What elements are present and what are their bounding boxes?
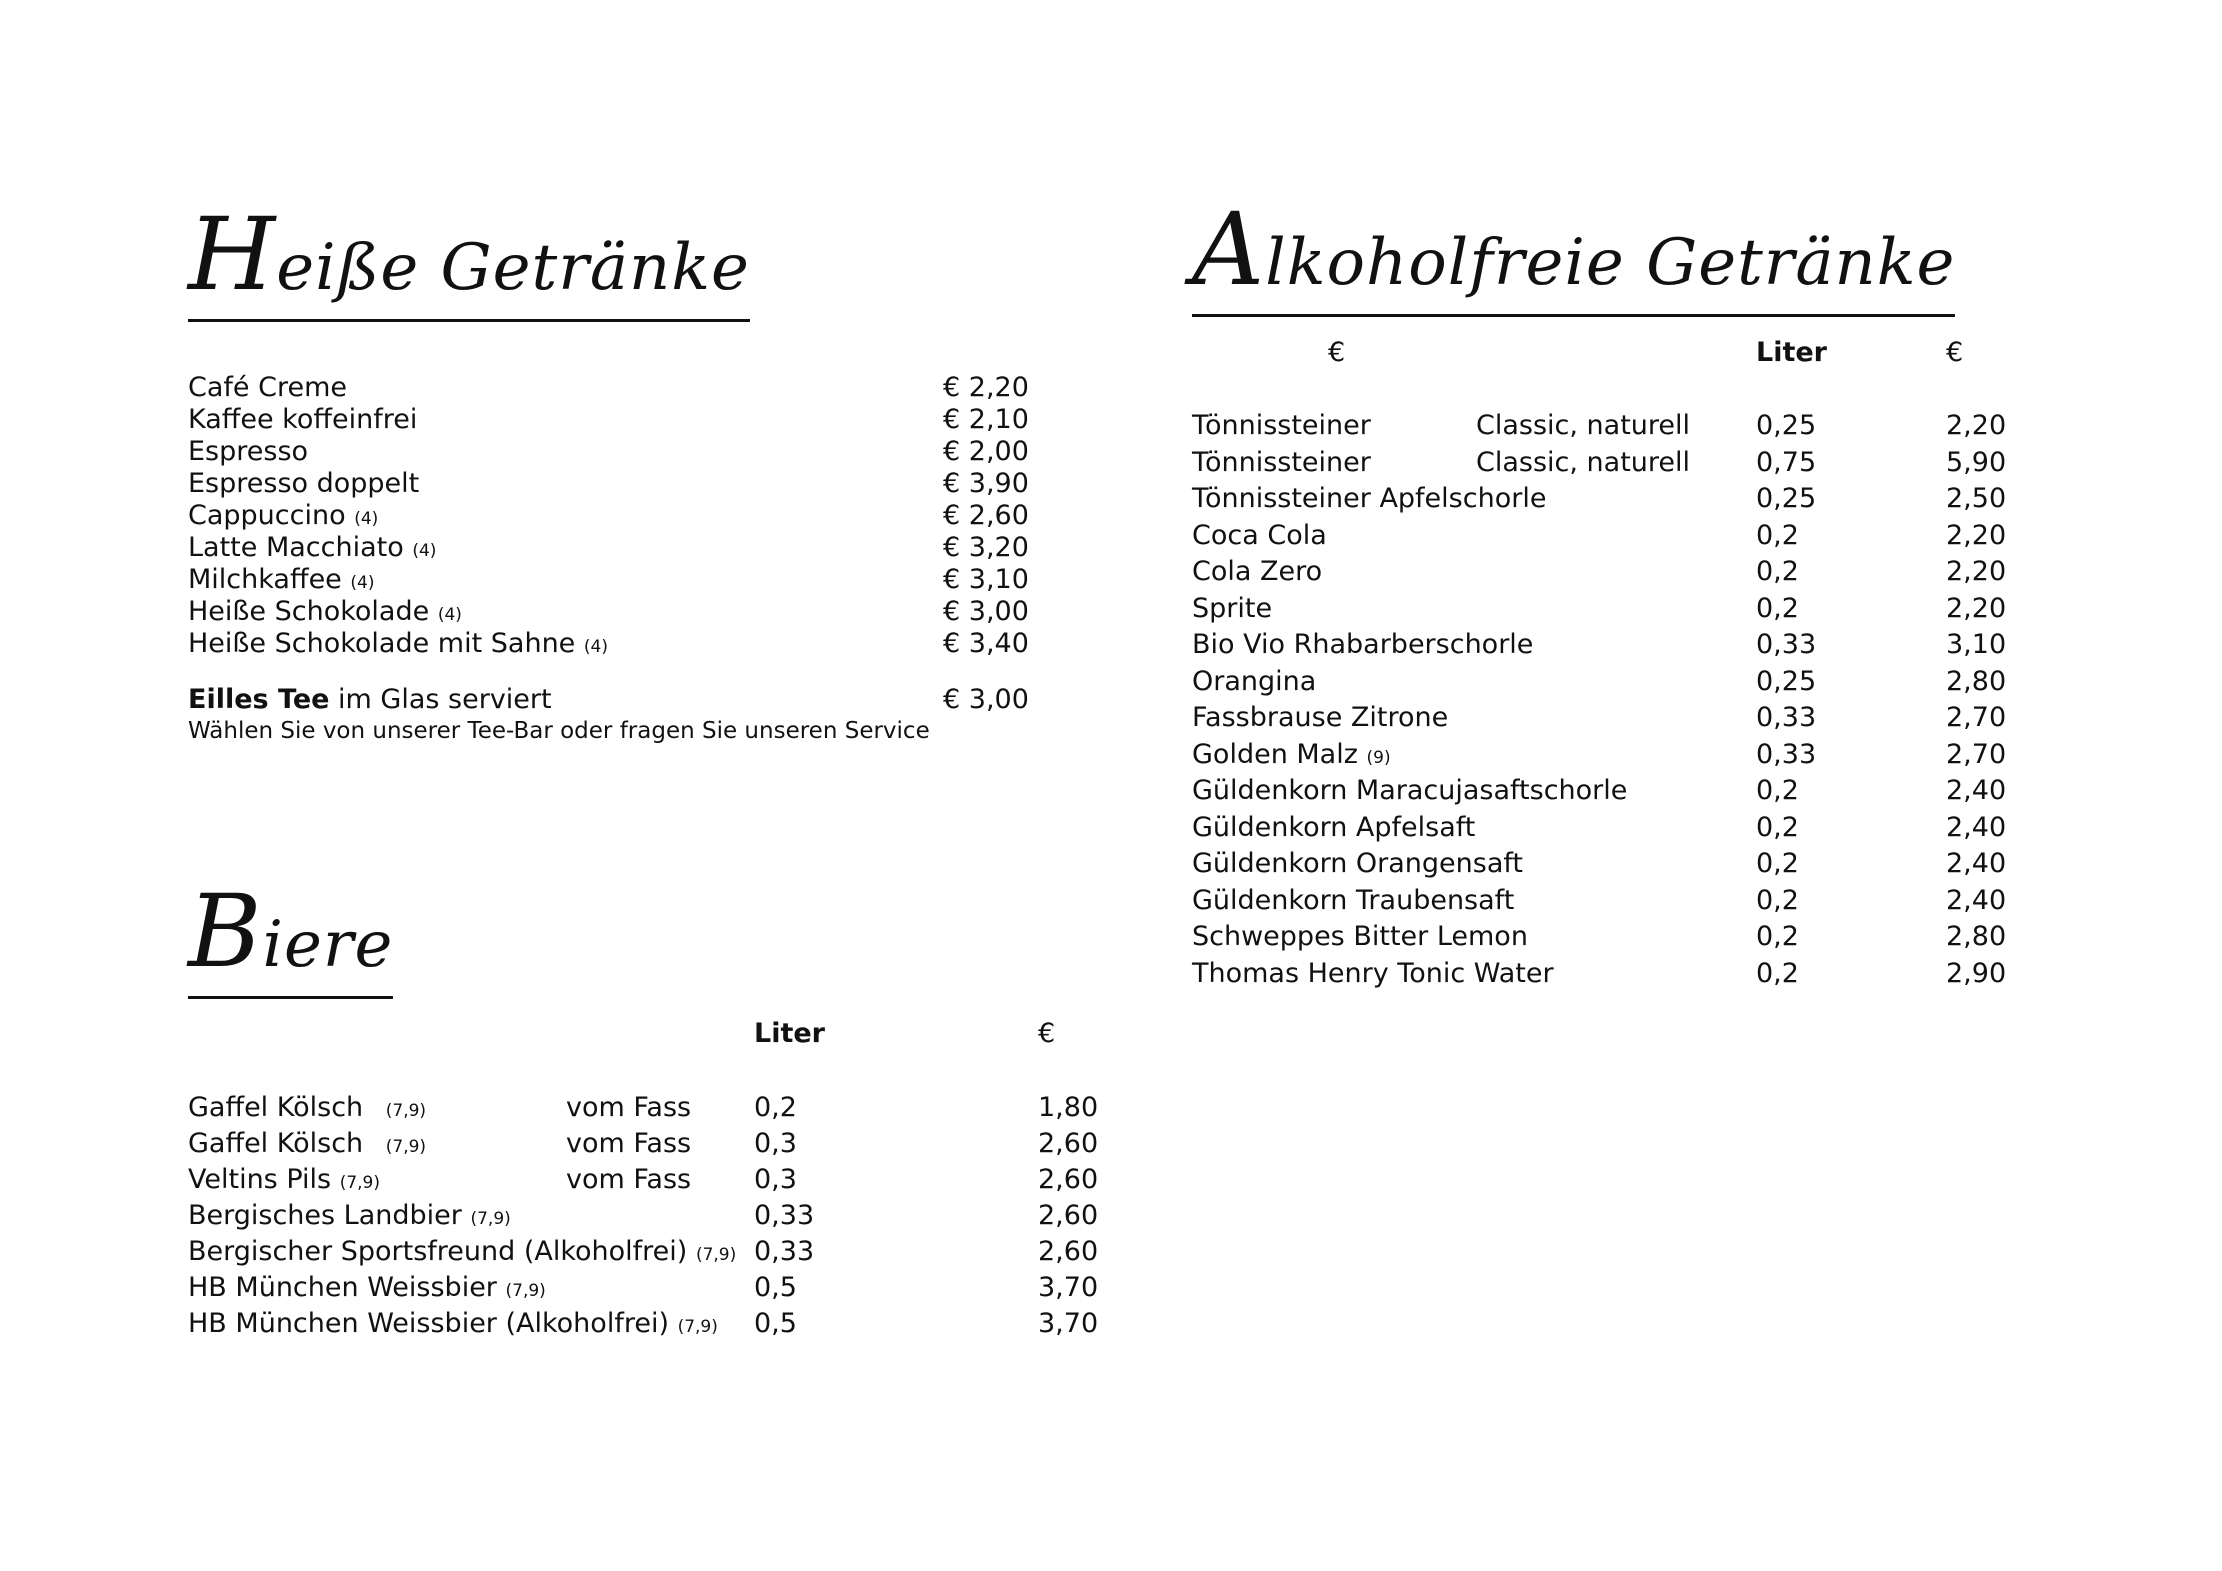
item-name: Tönnissteiner Apfelschorle xyxy=(1192,483,1547,514)
beer-liter: 0,33 xyxy=(754,1236,815,1267)
beer-price: 2,60 xyxy=(1038,1164,1099,1195)
table-row xyxy=(1192,885,1514,916)
table-row xyxy=(1192,812,1475,843)
table-row xyxy=(188,1200,511,1231)
item-liter: 0,2 xyxy=(1756,519,1799,551)
soft-drinks-heading: Alkoholfreie Getränke xyxy=(1192,200,1955,317)
item-name: Güldenkorn Traubensaft xyxy=(1192,884,1515,916)
table-row xyxy=(1192,702,1448,733)
beer-col-euro: € xyxy=(1038,1018,1056,1049)
item-name: Espresso xyxy=(188,436,309,467)
item-name: Sprite xyxy=(1192,592,1273,624)
item-name: Schweppes Bitter Lemon xyxy=(1192,921,1528,952)
price: € 3,10 xyxy=(943,564,1029,595)
item-name: Orangina xyxy=(1192,665,1317,697)
item-liter: 0,25 xyxy=(1756,483,1817,514)
table-row xyxy=(188,1272,546,1303)
item-note: (7,9) xyxy=(695,1245,737,1265)
table-row xyxy=(1192,958,1554,989)
item-name: Bergischer Sportsfreund (Alkoholfrei) xyxy=(188,1236,688,1267)
table-row xyxy=(1192,520,1327,551)
tea-price: € 3,00 xyxy=(943,684,1029,715)
item-note: (7,9) xyxy=(677,1317,718,1337)
item-name: Tönnissteiner xyxy=(1192,446,1371,478)
item-name: Espresso doppelt xyxy=(188,468,420,499)
item-price: 2,50 xyxy=(1946,483,2007,514)
item-name: HB München Weissbier (Alkoholfrei) xyxy=(188,1308,669,1339)
beer-price: 3,70 xyxy=(1038,1272,1099,1303)
table-row xyxy=(188,1164,380,1195)
list-item xyxy=(188,500,378,531)
table-row xyxy=(1192,629,1533,660)
price: € 3,40 xyxy=(943,628,1029,659)
item-liter: 0,33 xyxy=(1756,702,1817,733)
item-note: (7,9) xyxy=(339,1173,381,1193)
price: € 2,20 xyxy=(943,372,1029,403)
item-note: (7,9) xyxy=(470,1209,511,1229)
item-price: 2,20 xyxy=(1946,556,2007,587)
table-row xyxy=(188,1092,426,1123)
table-row xyxy=(1192,666,1316,697)
item-price: 2,40 xyxy=(1946,884,2007,916)
table-row xyxy=(1192,593,1272,624)
table-row xyxy=(1192,848,1523,879)
list-item xyxy=(188,404,417,435)
item-name: Café Creme xyxy=(188,372,347,403)
item-liter: 0,75 xyxy=(1756,446,1817,478)
price: € 3,00 xyxy=(943,596,1029,627)
item-variant: Classic, naturell xyxy=(1476,446,1691,478)
price: € 3,20 xyxy=(943,532,1029,563)
item-note: (9) xyxy=(1366,747,1391,768)
item-name: Cola Zero xyxy=(1192,556,1323,587)
beer-type: vom Fass xyxy=(566,1164,692,1195)
item-name: Thomas Henry Tonic Water xyxy=(1192,957,1554,989)
beer-price: 2,60 xyxy=(1038,1200,1099,1231)
item-liter: 0,2 xyxy=(1756,848,1799,879)
item-name: Bergisches Landbier xyxy=(188,1200,462,1231)
item-variant: Classic, naturell xyxy=(1476,410,1691,441)
item-price: 2,40 xyxy=(1946,775,2007,806)
item-liter: 0,2 xyxy=(1756,556,1799,587)
beer-type: vom Fass xyxy=(566,1128,692,1159)
list-item xyxy=(188,596,462,627)
item-name: Güldenkorn Apfelsaft xyxy=(1192,811,1476,843)
tea-subtext: Wählen Sie von unserer Tee-Bar oder fragen Sie unseren Service xyxy=(188,718,930,744)
list-item xyxy=(188,532,436,563)
beer-liter: 0,5 xyxy=(754,1272,797,1303)
beer-heading: Biere xyxy=(188,882,393,999)
beer-price: 1,80 xyxy=(1038,1092,1099,1123)
item-price: 5,90 xyxy=(1946,446,2007,478)
item-liter: 0,33 xyxy=(1756,738,1817,770)
item-name: Coca Cola xyxy=(1192,519,1327,551)
item-liter: 0,2 xyxy=(1756,592,1799,624)
list-item xyxy=(188,372,347,403)
beer-liter: 0,33 xyxy=(754,1200,815,1231)
item-price: 2,80 xyxy=(1946,921,2007,952)
item-name: Latte Macchiato xyxy=(188,532,404,563)
table-row xyxy=(1192,483,1546,514)
item-name: Gaffel Kölsch xyxy=(188,1128,364,1159)
beer-col-liter: Liter xyxy=(754,1018,825,1049)
item-price: 2,70 xyxy=(1946,738,2007,770)
price: € 2,60 xyxy=(943,500,1029,531)
item-name: Veltins Pils xyxy=(188,1164,332,1195)
item-liter: 0,2 xyxy=(1756,811,1799,843)
item-name: Gaffel Kölsch xyxy=(188,1092,364,1123)
item-name: Bio Vio Rhabarberschorle xyxy=(1192,629,1534,660)
beer-liter: 0,3 xyxy=(754,1128,797,1159)
tea-desc: im Glas serviert xyxy=(338,684,552,715)
item-price: 2,40 xyxy=(1946,848,2007,879)
item-name: Güldenkorn Maracujasaftschorle xyxy=(1192,775,1628,806)
item-note: (7,9) xyxy=(385,1101,427,1121)
soft-col-liter: Liter xyxy=(1756,337,1827,368)
beer-liter: 0,3 xyxy=(754,1164,797,1195)
item-price: 2,20 xyxy=(1946,410,2007,441)
item-note: (4) xyxy=(412,541,437,561)
item-note: (4) xyxy=(354,509,379,529)
item-liter: 0,25 xyxy=(1756,665,1817,697)
item-name: Heiße Schokolade xyxy=(188,596,430,627)
item-liter: 0,2 xyxy=(1756,921,1799,952)
table-row xyxy=(188,1308,718,1339)
item-name: Güldenkorn Orangensaft xyxy=(1192,848,1524,879)
list-item xyxy=(188,468,419,499)
price: € 2,10 xyxy=(943,404,1029,435)
table-row xyxy=(188,1128,426,1159)
table-row xyxy=(1192,556,1322,587)
tea-item xyxy=(188,684,552,715)
table-row xyxy=(188,1236,736,1267)
item-name: Cappuccino xyxy=(188,500,346,531)
item-price: 2,80 xyxy=(1946,665,2007,697)
item-name: Kaffee koffeinfrei xyxy=(188,404,418,435)
item-liter: 0,2 xyxy=(1756,884,1799,916)
soft-col-euro-left: € xyxy=(1328,337,1346,368)
hot-drinks-heading: Heiße Getränke xyxy=(188,205,750,322)
item-name: Golden Malz xyxy=(1192,738,1358,770)
item-liter: 0,25 xyxy=(1756,410,1817,441)
beer-type: vom Fass xyxy=(566,1092,692,1123)
beer-liter: 0,2 xyxy=(754,1092,797,1123)
price: € 3,90 xyxy=(943,468,1029,499)
item-liter: 0,2 xyxy=(1756,957,1799,989)
item-liter: 0,2 xyxy=(1756,775,1799,806)
beer-price: 3,70 xyxy=(1038,1308,1099,1339)
table-row xyxy=(1192,410,1371,441)
tea-name: Eilles Tee xyxy=(188,684,330,715)
item-liter: 0,33 xyxy=(1756,629,1817,660)
soft-drinks-list xyxy=(1192,410,2072,1010)
beer-list xyxy=(188,1092,1128,1362)
beer-price: 2,60 xyxy=(1038,1236,1099,1267)
item-price: 2,70 xyxy=(1946,702,2007,733)
item-price: 2,90 xyxy=(1946,957,2007,989)
item-note: (7,9) xyxy=(505,1281,546,1301)
table-row xyxy=(1192,775,1627,806)
list-item xyxy=(188,628,608,659)
item-price: 3,10 xyxy=(1946,629,2007,660)
beer-liter: 0,5 xyxy=(754,1308,797,1339)
item-price: 2,20 xyxy=(1946,592,2007,624)
item-name: Fassbrause Zitrone xyxy=(1192,702,1449,733)
item-price: 2,40 xyxy=(1946,811,2007,843)
list-item xyxy=(188,436,308,467)
item-note: (4) xyxy=(350,573,375,593)
item-name: Tönnissteiner xyxy=(1192,410,1371,441)
item-name: HB München Weissbier xyxy=(188,1272,497,1303)
table-row xyxy=(1192,447,1371,478)
item-price: 2,20 xyxy=(1946,519,2007,551)
item-name: Milchkaffee xyxy=(188,564,342,595)
price: € 2,00 xyxy=(943,436,1029,467)
hot-drinks-list xyxy=(188,372,1048,752)
list-item xyxy=(188,564,374,595)
item-note: (7,9) xyxy=(385,1137,427,1157)
item-note: (4) xyxy=(583,637,608,657)
table-row xyxy=(1192,739,1391,770)
item-name: Heiße Schokolade mit Sahne xyxy=(188,628,576,659)
soft-col-euro: € xyxy=(1946,337,1964,368)
item-note: (4) xyxy=(437,605,462,625)
table-row xyxy=(1192,921,1528,952)
beer-price: 2,60 xyxy=(1038,1128,1099,1159)
